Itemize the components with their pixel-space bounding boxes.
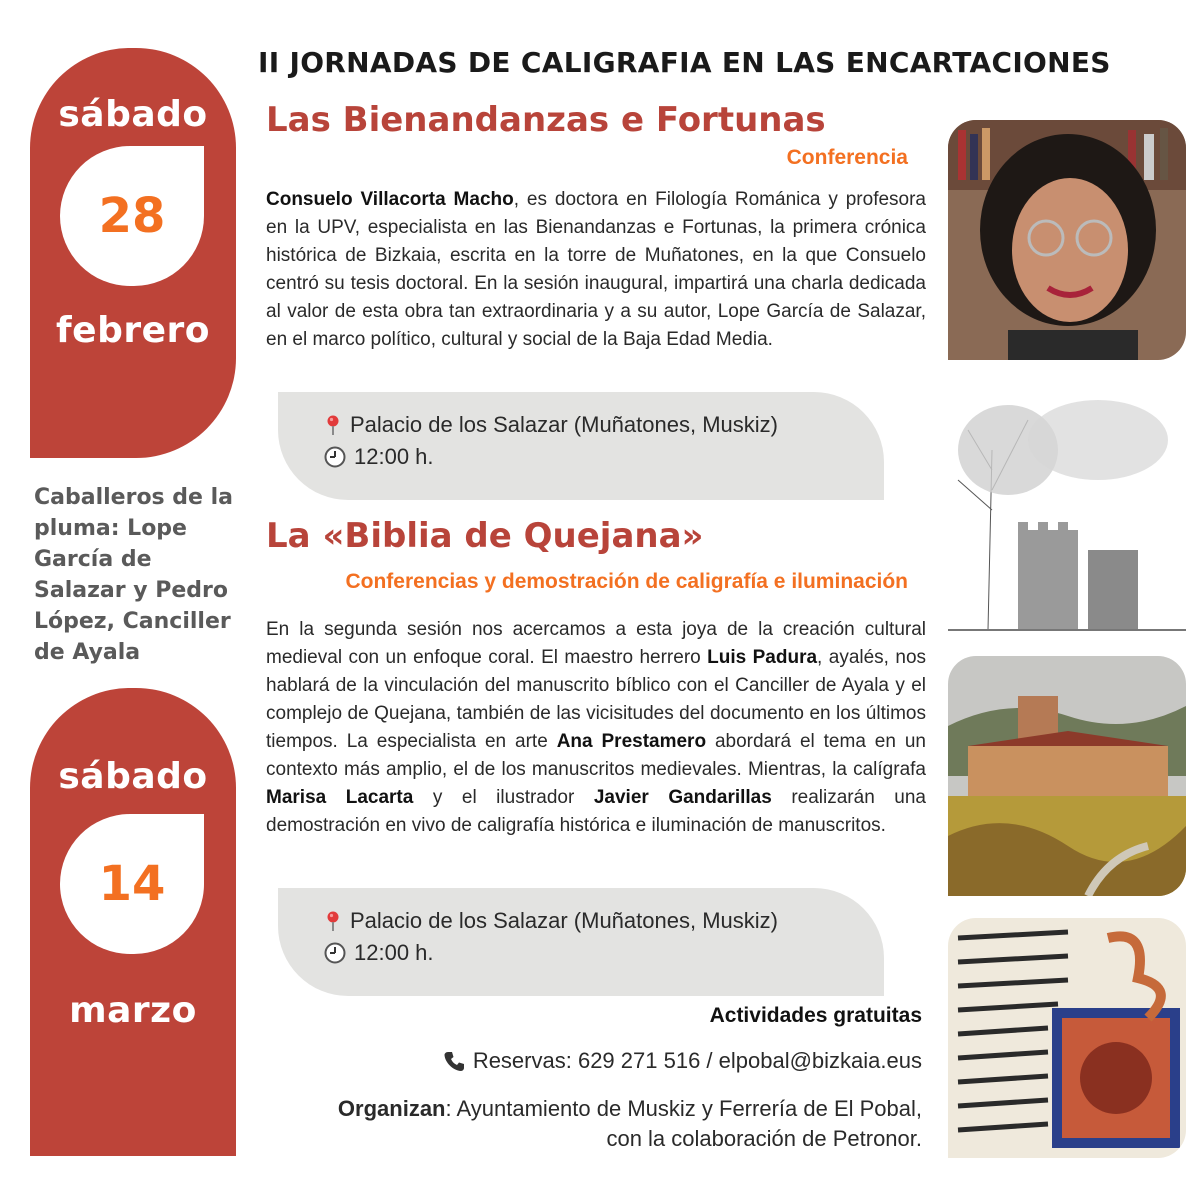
time-text: 12:00 h. xyxy=(354,940,434,965)
session-2-text: realizarán una demostración en vivo de caligrafía histórica e iluminación de manuscritos. xyxy=(266,787,926,836)
date-block-2 xyxy=(30,688,236,1156)
location-line xyxy=(324,908,778,934)
date-block-1 xyxy=(30,48,236,458)
map-pin-icon xyxy=(324,910,342,932)
speaker-name: Consuelo Villacorta Macho xyxy=(266,189,514,210)
month-label: marzo xyxy=(69,990,197,1031)
speaker-name: Javier Gandarillas xyxy=(593,787,772,808)
session-2-location-box xyxy=(278,888,884,996)
page-title: II JORNADAS DE CALIGRAFIA EN LAS ENCARTACIONES xyxy=(258,46,1111,79)
organizers-text: : Ayuntamiento de Muskiz y Ferrería de El Pobal, xyxy=(445,1096,922,1121)
day-badge xyxy=(60,814,204,954)
day-badge xyxy=(60,146,204,286)
day-number: 14 xyxy=(98,856,166,912)
session-2-description xyxy=(266,616,926,840)
session-1-description xyxy=(266,186,926,354)
day-number: 28 xyxy=(98,188,166,244)
series-title: Caballeros de la pluma: Lope García de Salazar y Pedro López, Canciller de Ayala xyxy=(34,485,234,665)
location-text: Palacio de los Salazar (Muñatones, Muskiz) xyxy=(350,908,778,933)
speaker-name: Marisa Lacarta xyxy=(266,787,414,808)
clock-icon xyxy=(324,942,346,964)
clock-icon xyxy=(324,446,346,468)
time-text: 12:00 h. xyxy=(354,444,434,469)
organizers-label: Organizan xyxy=(337,1096,446,1121)
collaboration-line: con la colaboración de Petronor. xyxy=(606,1126,922,1151)
reservations-line xyxy=(443,1048,922,1074)
time-line xyxy=(324,940,434,966)
speaker-name: Ana Prestamero xyxy=(556,731,707,752)
reservations-text: Reservas: 629 271 516 / elpobal@bizkaia.eus xyxy=(472,1048,922,1073)
session-1-text: , es doctora en Filología Románica y profesora en la UPV, especialista en las Bienandanzas e Fortunas, la primera crónica histórica de Bizkaia, escrita en la torre de Muñatones, en la que Consuelo centró su tesis doctoral. En la sesión inaugural, impartirá una charla dedicada al valor de esta obra tan extraordinaria y a su autor, Lope García de Salazar, en el marco político, cultural y social de la Baja Edad Media. xyxy=(266,189,926,350)
location-text: Palacio de los Salazar (Muñatones, Muskiz) xyxy=(350,412,778,437)
tower-drawing-image xyxy=(948,390,1186,632)
manuscript-image xyxy=(948,918,1186,1158)
phone-icon xyxy=(443,1050,465,1072)
location-line xyxy=(324,412,778,438)
organizers-line xyxy=(338,1096,922,1122)
session-2-title: La «Biblia de Quejana» xyxy=(266,516,704,556)
session-1-location-box xyxy=(278,392,884,500)
map-pin-icon xyxy=(324,414,342,436)
quejana-palace-image xyxy=(948,656,1186,896)
speaker-name: Luis Padura xyxy=(707,647,818,668)
session-2-text: , ayalés, nos hablará de la vinculación del manuscrito bíblico con el Canciller de Ayala y el complejo de Quejana, también de las vicisitudes del documento en los últimos tiempos. La especialista en arte xyxy=(266,647,927,752)
session-1-title: Las Bienandanzas e Fortunas xyxy=(266,100,826,140)
month-label: febrero xyxy=(55,310,210,351)
session-2-subtitle: Conferencias y demostración de caligrafía e iluminación xyxy=(345,570,908,593)
session-2-text: y el ilustrador xyxy=(413,787,594,808)
time-line xyxy=(324,444,434,470)
session-2-text: En la segunda sesión nos acercamos a esta joya de la creación cultural medieval con un enfoque coral. El maestro herrero xyxy=(266,619,926,668)
session-1-subtitle: Conferencia xyxy=(786,146,908,169)
speaker-portrait-image xyxy=(948,120,1186,360)
free-activities-note: Actividades gratuitas xyxy=(709,1004,922,1027)
weekday-label: sábado xyxy=(58,756,208,797)
weekday-label: sábado xyxy=(58,94,208,135)
session-2-text: abordará el tema en un contexto más amplio, el de los manuscritos medievales. Mientras, la calígrafa xyxy=(266,731,926,780)
